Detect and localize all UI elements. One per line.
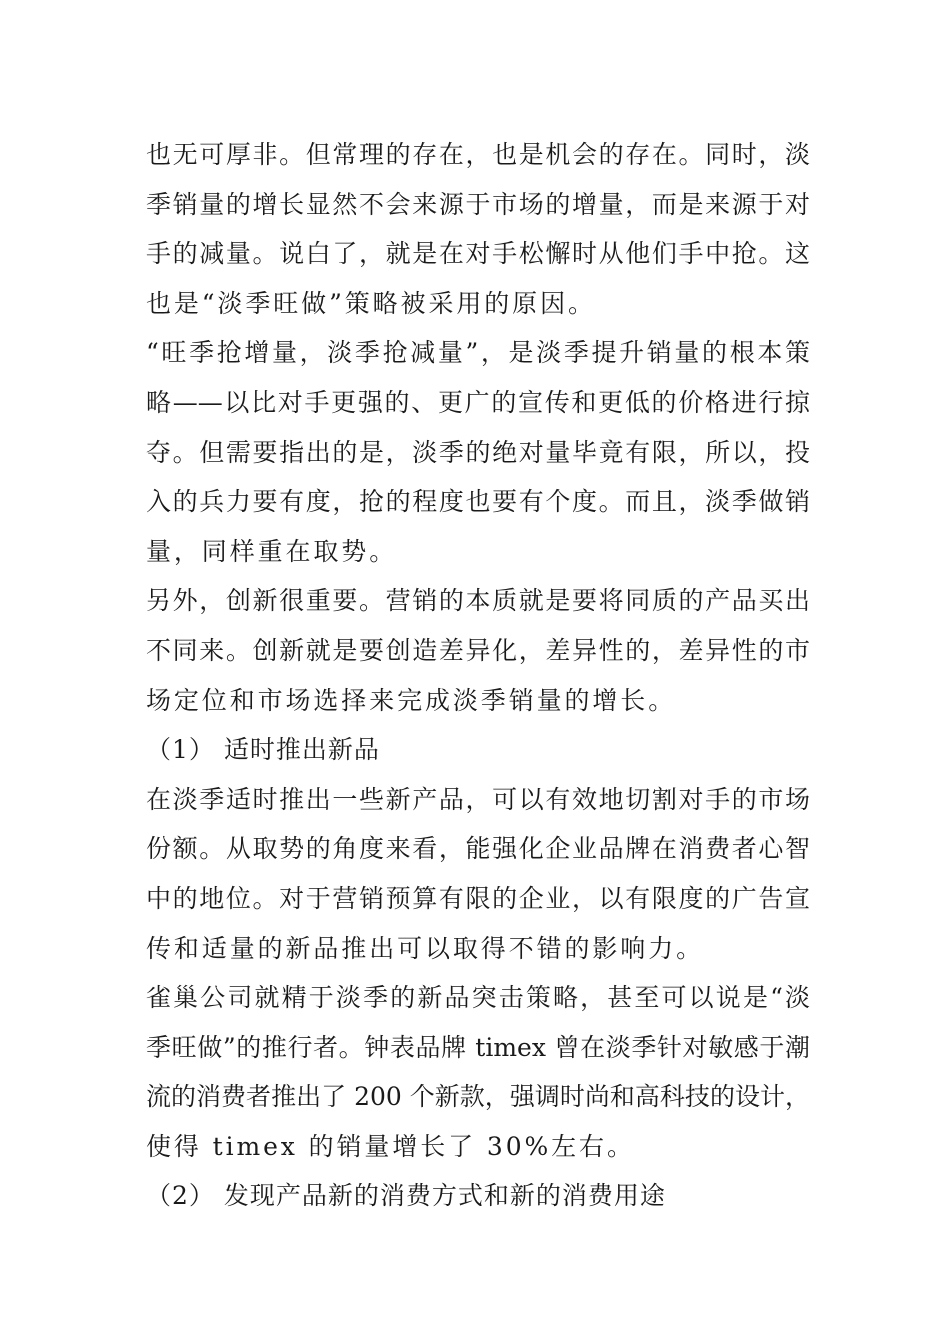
text-line: 季旺做”的推行者。钟表品牌 timex 曾在淡季针对敏感于潮 bbox=[146, 1032, 810, 1062]
text-line: 手的减量。说白了，就是在对手松懈时从他们手中抢。这 bbox=[146, 239, 810, 269]
text-line: 在淡季适时推出一些新产品，可以有效地切割对手的市场 bbox=[146, 784, 810, 814]
text-line: 夺。但需要指出的是，淡季的绝对量毕竟有限，所以，投 bbox=[146, 437, 810, 467]
text-line: “旺季抢增量，淡季抢减量”，是淡季提升销量的根本策 bbox=[146, 338, 810, 368]
section-heading: （1） 适时推出新品 bbox=[146, 735, 380, 765]
text-line: 份额。从取势的角度来看，能强化企业品牌在消费者心智 bbox=[146, 834, 810, 864]
text-line: 流的消费者推出了 200 个新款，强调时尚和高科技的设计， bbox=[146, 1082, 810, 1112]
text-line: 传和适量的新品推出可以取得不错的影响力。 bbox=[146, 933, 705, 963]
text-line: 略——以比对手更强的、更广的宣传和更低的价格进行掠 bbox=[146, 387, 810, 417]
text-line: 也无可厚非。但常理的存在，也是机会的存在。同时，淡 bbox=[146, 140, 810, 169]
text-line: 使得 timex 的销量增长了 30%左右。 bbox=[146, 1131, 635, 1161]
text-line: 场定位和市场选择来完成淡季销量的增长。 bbox=[146, 685, 677, 715]
text-line: 中的地位。对于营销预算有限的企业，以有限度的广告宣 bbox=[146, 883, 810, 913]
section-heading: （2） 发现产品新的消费方式和新的消费用途 bbox=[146, 1181, 666, 1211]
text-line: 季销量的增长显然不会来源于市场的增量，而是来源于对 bbox=[146, 189, 810, 219]
text-line: 量，同样重在取势。 bbox=[146, 536, 398, 566]
text-line: 入的兵力要有度，抢的程度也要有个度。而且，淡季做销 bbox=[146, 487, 810, 517]
text-line: 雀巢公司就精于淡季的新品突击策略，甚至可以说是“淡 bbox=[146, 983, 810, 1013]
document-body bbox=[146, 130, 810, 1221]
text-line: 另外，创新很重要。营销的本质就是要将同质的产品买出 bbox=[146, 586, 810, 616]
text-line: 不同来。创新就是要创造差异化，差异性的，差异性的市 bbox=[146, 635, 810, 665]
text-line: 也是“淡季旺做”策略被采用的原因。 bbox=[146, 288, 596, 318]
